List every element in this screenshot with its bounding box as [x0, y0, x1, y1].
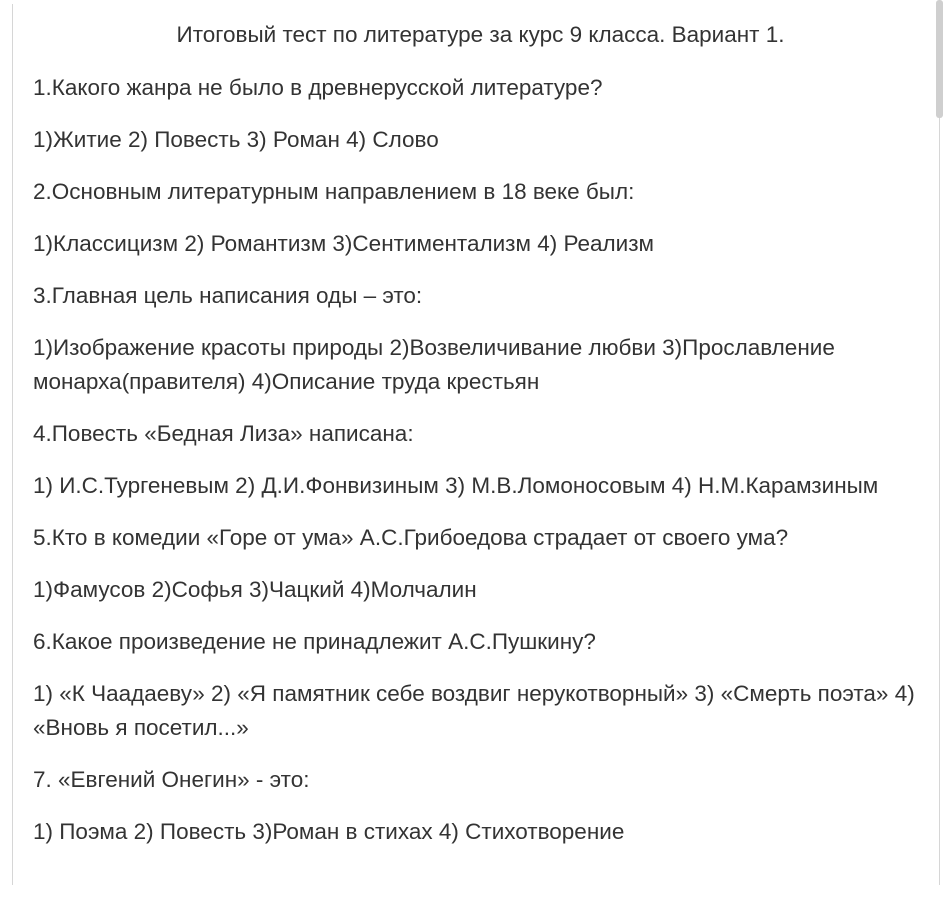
question-4: 4.Повесть «Бедная Лиза» написана: — [33, 421, 414, 446]
answers-2: 1)Классицизм 2) Романтизм 3)Сентиментализм 4) Реализм — [33, 231, 654, 256]
bottom-margin — [0, 885, 943, 905]
answers-1: 1)Житие 2) Повесть 3) Роман 4) Слово — [33, 127, 439, 152]
vertical-scrollbar[interactable] — [936, 0, 943, 118]
document-title: Итоговый тест по литературе за курс 9 класса. Вариант 1. — [176, 22, 785, 47]
answers-5: 1)Фамусов 2)Софья 3)Чацкий 4)Молчалин — [33, 577, 477, 602]
answers-6: 1) «К Чаадаеву» 2) «Я памятник себе воздвиг нерукотворный» 3) «Смерть поэта» 4) «Вновь я посетил...» — [33, 681, 915, 740]
question-5: 5.Кто в комедии «Горе от ума» А.С.Грибоедова страдает от своего ума? — [33, 525, 789, 550]
document-frame[interactable] — [12, 4, 940, 886]
question-7: 7. «Евгений Онегин» - это: — [33, 767, 310, 792]
answers-4: 1) И.С.Тургеневым 2) Д.И.Фонвизиным 3) М.В.Ломоносовым 4) Н.М.Карамзиным — [33, 473, 879, 498]
question-6: 6.Какое произведение не принадлежит А.С.Пушкину? — [33, 629, 596, 654]
answers-7: 1) Поэма 2) Повесть 3)Роман в стихах 4) Стихотворение — [33, 819, 625, 844]
question-2: 2.Основным литературным направлением в 18 веке был: — [33, 179, 635, 204]
question-3: 3.Главная цель написания оды – это: — [33, 283, 423, 308]
question-1: 1.Какого жанра не было в древнерусской литературе? — [33, 75, 603, 100]
document-content — [33, 4, 938, 849]
answers-3: 1)Изображение красоты природы 2)Возвеличивание любви 3)Прославление монарха(правителя) 4)Описание труда крестьян — [33, 335, 835, 394]
